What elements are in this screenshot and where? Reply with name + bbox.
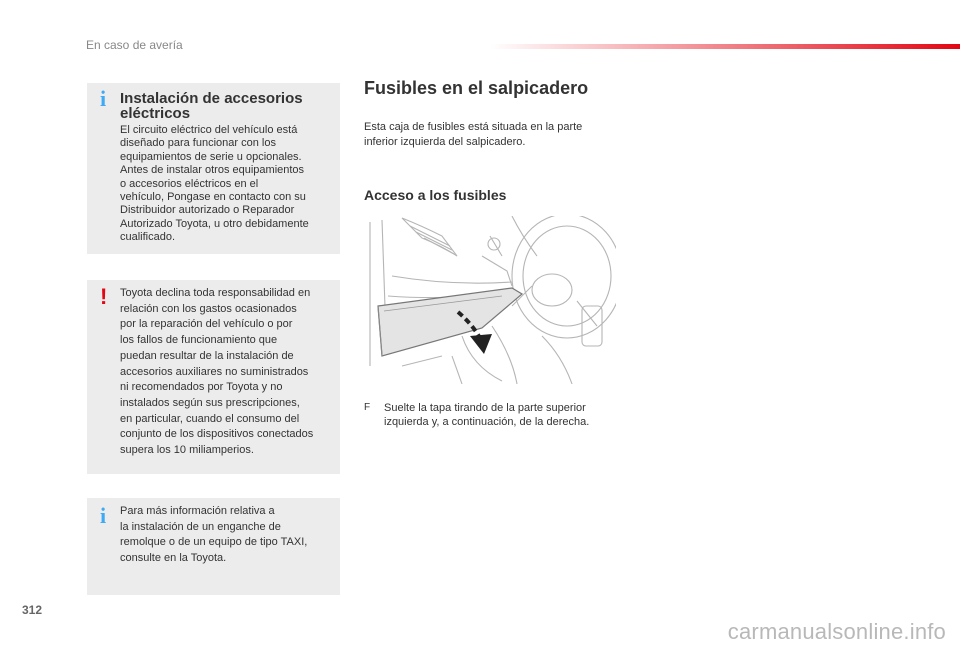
main-title: Fusibles en el salpicadero	[364, 78, 589, 98]
sub-title: Acceso a los fusibles	[364, 187, 507, 203]
info-icon: i	[100, 86, 107, 111]
bullet-icon: F	[364, 402, 371, 413]
warning-icon: !	[100, 284, 108, 309]
dashboard-fuse-cover-illustration	[362, 216, 616, 386]
step-text: Suelte la tapa tirando de la parte superior izquierda y, a continuación, de la derecha.	[384, 402, 590, 428]
intro-text: Esta caja de fusibles está situada en la parte inferior izquierda del salpicadero.	[364, 121, 583, 148]
info-icon: i	[100, 503, 107, 528]
info-box-towing	[87, 498, 340, 595]
section-header: En caso de avería	[86, 38, 183, 52]
box-title: Instalación de accesorios eléctricos	[120, 90, 303, 122]
info-box-accessories	[87, 83, 340, 254]
warning-box-liability	[87, 280, 340, 474]
box-text: Toyota declina toda responsabilidad en relación con los gastos ocasionados por la reparación del vehículo o por los fallos de funcionamiento que puedan resultar de la instalación de accesorios auxiliares no suministrados ni recomendados por Toyota y no instalados según sus prescripciones, en particular, cuando el consumo del conjunto de los dispositivos conectados supera los 10 miliamperios.	[120, 287, 314, 457]
box-text: Para más información relativa a la instalación de un enganche de remolque o de un equipo de tipo TAXI, consulte en la Toyota.	[120, 505, 308, 565]
box-text: El circuito eléctrico del vehículo está diseñado para funcionar con los equipamientos de serie u opcionales. Antes de instalar otros equipamientos o accesorios eléctricos en el vehículo, Pongase en contacto con su Distribuidor autorizado o Reparador Autorizado Toyota, u otro debidamente cualificado.	[120, 124, 309, 244]
watermark: carmanualsonline.info	[727, 619, 946, 644]
page-number: 312	[22, 603, 43, 617]
header-accent-bar	[490, 44, 960, 49]
